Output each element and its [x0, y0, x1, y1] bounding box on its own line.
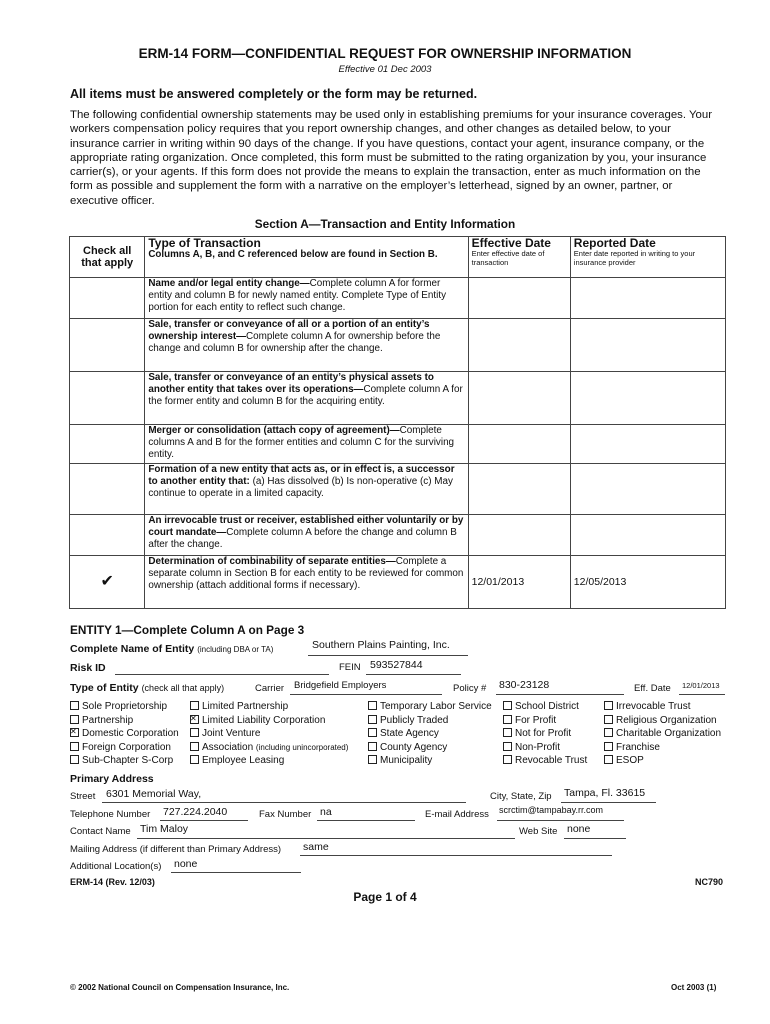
- entity-type-label: State Agency: [380, 728, 439, 740]
- carrier-field[interactable]: Bridgefield Employers: [294, 680, 387, 691]
- street-label: Street: [70, 791, 96, 802]
- checkbox-icon[interactable]: [368, 742, 377, 751]
- checkbox-icon[interactable]: [70, 715, 79, 724]
- policy-label: Policy #: [453, 683, 487, 694]
- entity-type-option[interactable]: [368, 741, 492, 755]
- checkbox-icon[interactable]: [368, 701, 377, 710]
- email-field[interactable]: scrctim@tampabay.rr.com: [499, 805, 603, 815]
- checkbox-icon[interactable]: [604, 715, 613, 724]
- row-title: Sale, transfer or conveyance of an entity’s physical assets to another entity that takes over its operations—: [148, 372, 434, 395]
- city-state-zip-label: City, State, Zip: [490, 791, 552, 802]
- entity-type-option[interactable]: [368, 727, 492, 741]
- type-of-entity-label-text: Type of Entity: [70, 682, 139, 694]
- entity-name-field[interactable]: Southern Plains Painting, Inc.: [312, 639, 450, 651]
- contact-name-label: Contact Name: [70, 826, 131, 837]
- entity-type-option[interactable]: [190, 714, 348, 728]
- entity-type-option[interactable]: [503, 714, 587, 728]
- row-title: Name and/or legal entity change—: [148, 278, 310, 289]
- contact-name-line: [137, 838, 515, 839]
- entity-type-label: School District: [515, 701, 579, 712]
- fein-line: [366, 674, 461, 675]
- row-text: Complete a separate column in Section B for each entity to be reviewed for common ownership (attach additional forms if necessary).: [148, 556, 464, 591]
- mailing-address-label: Mailing Address (if different than Primary Address): [70, 844, 282, 855]
- entity-types-col-5: [604, 700, 721, 768]
- row-checkbox[interactable]: [70, 515, 145, 556]
- street-field[interactable]: 6301 Memorial Way,: [106, 788, 202, 800]
- entity-type-option[interactable]: [70, 754, 179, 768]
- checkbox-icon[interactable]: [70, 755, 79, 764]
- section-a-heading: Section A—Transaction and Entity Information: [254, 217, 516, 231]
- row-description: [145, 464, 468, 515]
- row-description: [145, 372, 468, 425]
- entity-type-option[interactable]: [503, 727, 587, 741]
- checkbox-icon[interactable]: [503, 755, 512, 764]
- checkbox-icon[interactable]: [604, 728, 613, 737]
- check-all-header: Check all that apply: [70, 237, 145, 278]
- entity-type-label: For Profit: [515, 714, 557, 726]
- entity-types-col-4: [503, 700, 587, 768]
- row-effective-date[interactable]: [468, 372, 570, 425]
- city-state-zip-line: [561, 802, 656, 803]
- entity-name-note: (including DBA or TA): [197, 645, 274, 654]
- table-row: [70, 372, 726, 425]
- entity-type-label: Revocable Trust: [515, 755, 588, 767]
- website-field[interactable]: none: [567, 823, 591, 835]
- eff-date-label: Eff. Date: [634, 683, 671, 694]
- checkbox-icon[interactable]: [503, 715, 512, 724]
- carrier-line: [290, 694, 442, 695]
- carrier-label: Carrier: [255, 683, 285, 694]
- row-checkbox[interactable]: [70, 372, 145, 425]
- entity-type-label: Joint Venture: [202, 728, 261, 740]
- row-reported-date[interactable]: 12/05/2013: [570, 556, 725, 609]
- additional-locations-field[interactable]: none: [174, 858, 198, 870]
- additional-locations-line: [171, 872, 301, 873]
- row-title: An irrevocable trust or receiver, established either voluntarily or by court mandate—: [148, 515, 464, 538]
- table-row: [70, 319, 726, 372]
- type-header: Type of Transaction: [148, 236, 261, 250]
- fein-field[interactable]: 593527844: [370, 659, 423, 671]
- entity-type-label: Limited Liability Corporation: [202, 714, 326, 726]
- checkbox-icon[interactable]: [368, 755, 377, 764]
- checkbox-icon[interactable]: [70, 701, 79, 710]
- form-revision: ERM-14 (Rev. 12/03): [70, 877, 155, 887]
- effective-date-subheader: Enter effective date of transaction: [471, 249, 545, 267]
- mailing-address-line: [300, 855, 612, 856]
- table-row: [70, 556, 726, 609]
- checkbox-icon[interactable]: [70, 728, 79, 737]
- entity-type-option[interactable]: [503, 700, 587, 714]
- entity-type-label: Irrevocable Trust: [616, 701, 691, 712]
- entity-name-label-text: Complete Name of Entity: [70, 643, 195, 655]
- entity-type-label: Foreign Corporation: [82, 741, 171, 753]
- entity-type-option[interactable]: [190, 741, 348, 755]
- checkbox-icon[interactable]: [503, 701, 512, 710]
- row-reported-date[interactable]: [570, 278, 725, 319]
- row-text: (a) Has dissolved (b) Is non-operative (c) May continue to operate in a limited capacity.: [148, 476, 453, 499]
- copyright: © 2002 National Council on Compensation Insurance, Inc.: [70, 983, 290, 992]
- row-effective-date[interactable]: [468, 425, 570, 464]
- entity-type-option[interactable]: [604, 727, 721, 741]
- checkbox-icon[interactable]: [503, 728, 512, 737]
- checkbox-icon[interactable]: [604, 701, 613, 710]
- entity-type-label: Temporary Labor Service: [380, 701, 492, 712]
- table-row: [70, 464, 726, 515]
- row-description: [145, 278, 468, 319]
- row-effective-date[interactable]: [468, 278, 570, 319]
- row-checkbox[interactable]: [70, 319, 145, 372]
- row-reported-date[interactable]: [570, 319, 725, 372]
- row-text: Complete column A for the former entity and column B for the acquiring entity.: [148, 384, 463, 407]
- entity-type-option[interactable]: [368, 714, 492, 728]
- entity-type-label: County Agency: [380, 741, 448, 753]
- table-row: [70, 425, 726, 464]
- risk-id-label: Risk ID: [70, 662, 106, 674]
- entity-type-label: Franchise: [616, 741, 660, 753]
- row-description: [145, 515, 468, 556]
- entity-type-option[interactable]: [70, 727, 179, 741]
- email-label: E-mail Address: [425, 809, 489, 820]
- entity-type-label: Association: [202, 741, 254, 753]
- telephone-label: Telephone Number: [70, 809, 151, 820]
- fein-label: FEIN: [339, 662, 361, 673]
- row-checkbox[interactable]: [70, 278, 145, 319]
- row-title: Merger or consolidation (attach copy of agreement)—: [148, 425, 400, 436]
- row-checkbox[interactable]: [70, 464, 145, 515]
- entity-type-option[interactable]: [503, 741, 587, 755]
- entity-type-label: Sole Proprietorship: [82, 701, 168, 712]
- type-of-entity-note: (check all that apply): [141, 683, 225, 693]
- website-line: [564, 838, 626, 839]
- entity-type-option[interactable]: [604, 754, 721, 768]
- row-reported-date[interactable]: [570, 464, 725, 515]
- checkbox-icon[interactable]: [604, 742, 613, 751]
- row-title: Formation of a new entity that acts as, or in effect is, a successor to another entity that:: [148, 464, 455, 487]
- eff-date-field[interactable]: 12/01/2013: [682, 681, 720, 690]
- row-reported-date[interactable]: [570, 515, 725, 556]
- row-effective-date[interactable]: [468, 319, 570, 372]
- entity-type-note: (including unincorporated): [255, 742, 349, 752]
- row-checkbox[interactable]: ✔: [70, 556, 145, 609]
- entity-name-label: [70, 643, 273, 655]
- entity-type-option[interactable]: [503, 754, 587, 768]
- checkbox-icon[interactable]: [190, 728, 199, 737]
- reported-date-subheader: Enter date reported in writing to your insurance provider: [573, 249, 696, 267]
- entity-type-option[interactable]: [190, 754, 348, 768]
- checkbox-icon[interactable]: [190, 755, 199, 764]
- entity-type-label: Partnership: [82, 714, 134, 726]
- entity-type-option[interactable]: [604, 741, 721, 755]
- fax-field[interactable]: na: [320, 806, 332, 818]
- entity-type-option[interactable]: [604, 700, 721, 714]
- entity-type-option[interactable]: [70, 741, 179, 755]
- row-text: Complete column A for ownership before the change and column B for ownership after the change.: [148, 331, 441, 354]
- row-description: [145, 425, 468, 464]
- type-header-cell: [145, 237, 468, 278]
- checkbox-icon[interactable]: [368, 715, 377, 724]
- transaction-table: [69, 236, 726, 609]
- row-effective-date[interactable]: [468, 515, 570, 556]
- row-description: [145, 556, 468, 609]
- row-reported-date[interactable]: [570, 425, 725, 464]
- city-state-zip-field[interactable]: Tampa, Fl. 33615: [564, 787, 646, 799]
- entity-type-label: Domestic Corporation: [82, 728, 179, 740]
- checkbox-icon[interactable]: [190, 701, 199, 710]
- row-text: Complete column A for former entity and column B for newly named entity. Complete Type of Entity portion for each entity to reflect such change.: [148, 278, 447, 313]
- fax-label: Fax Number: [259, 809, 312, 820]
- row-title: Determination of combinability of separate entities—: [148, 556, 396, 567]
- entity-type-label: Non-Profit: [515, 741, 561, 753]
- page-number: Page 1 of 4: [353, 890, 417, 904]
- intro-paragraph: The following confidential ownership statements may be used only in establishing premiums for your insurance coverages. Your workers compensation policy requires that you report ownership changes, and other changes as detailed below, to your insurance carrier in writing within 90 days of the change. If you have questions, contact your agent, insurance company, or the appropriate rating organization. Once completed, this form must be submitted to the rating organization by you, your insurance carrier(s), or your agents. If this form does not provide the means to explain the transaction, enter as much information on the form as possible and supplement the form with a narrative on the employer’s letterhead, signed by an owner, partner, or executive officer.: [70, 109, 713, 207]
- entity-heading: ENTITY 1—Complete Column A on Page 3: [70, 623, 305, 637]
- entity-type-label: Employee Leasing: [202, 755, 285, 767]
- fax-line: [317, 820, 415, 821]
- entity-type-option[interactable]: [368, 754, 492, 768]
- checkbox-icon[interactable]: [190, 715, 199, 724]
- effective-date-header: Effective Date: [471, 236, 551, 250]
- row-text: Complete columns A and B for the former entities and column C for the surviving entity.: [148, 425, 455, 460]
- row-text: Complete column A before the change and column B after the change.: [148, 527, 457, 550]
- checkbox-icon[interactable]: [190, 742, 199, 751]
- email-line: [497, 820, 624, 821]
- entity-type-label: Municipality: [380, 755, 433, 767]
- entity-type-option[interactable]: [70, 700, 179, 714]
- checkbox-icon[interactable]: [368, 728, 377, 737]
- mailing-address-field[interactable]: same: [303, 841, 329, 853]
- website-label: Web Site: [519, 826, 558, 837]
- row-description: [145, 319, 468, 372]
- risk-id-field[interactable]: [115, 674, 329, 675]
- entity-type-option[interactable]: [368, 700, 492, 714]
- contact-name-field[interactable]: Tim Maloy: [140, 823, 189, 835]
- entity-type-option[interactable]: [190, 700, 348, 714]
- telephone-field[interactable]: 727.224.2040: [163, 806, 228, 818]
- row-title: Sale, transfer or conveyance of all or a portion of an entity’s ownership interest—: [148, 319, 430, 342]
- eff-date-line: [679, 694, 725, 695]
- entity-type-label: Charitable Organization: [616, 728, 722, 740]
- type-subheader: Columns A, B, and C referenced below are found in Section B.: [148, 249, 438, 260]
- entity-types-col-1: [70, 700, 179, 768]
- table-row: [70, 515, 726, 556]
- entity-type-label: Publicly Traded: [380, 714, 449, 726]
- street-line: [102, 802, 466, 803]
- state-code: NC790: [695, 877, 724, 887]
- type-of-entity-label: [70, 682, 224, 694]
- entity-type-label: Not for Profit: [515, 728, 572, 740]
- eff-header-cell: [468, 237, 570, 278]
- entity-type-label: Limited Partnership: [202, 701, 289, 712]
- row-effective-date[interactable]: [468, 464, 570, 515]
- transaction-header-row: [70, 237, 726, 278]
- entity-type-option[interactable]: [70, 714, 179, 728]
- policy-line: [496, 694, 624, 695]
- table-row: [70, 278, 726, 319]
- policy-field[interactable]: 830-23128: [499, 679, 550, 691]
- checkbox-icon[interactable]: [70, 742, 79, 751]
- reported-date-header: Reported Date: [573, 236, 656, 250]
- primary-address-heading: Primary Address: [70, 773, 154, 785]
- checkbox-icon[interactable]: [503, 742, 512, 751]
- additional-locations-label: Additional Location(s): [70, 861, 162, 872]
- entity-type-label: Religious Organization: [616, 714, 717, 726]
- entity-type-label: Sub-Chapter S-Corp: [82, 755, 174, 767]
- revision-date: Oct 2003 (1): [671, 983, 717, 992]
- entity-types-col-3: [368, 700, 492, 768]
- telephone-line: [160, 820, 248, 821]
- row-reported-date[interactable]: [570, 372, 725, 425]
- instruction-heading: All items must be answered completely or the form may be returned.: [70, 87, 478, 101]
- entity-type-option[interactable]: [190, 727, 348, 741]
- rep-header-cell: [570, 237, 725, 278]
- effective-date-note: Effective 01 Dec 2003: [338, 64, 432, 75]
- row-checkbox[interactable]: [70, 425, 145, 464]
- row-effective-date[interactable]: 12/01/2013: [468, 556, 570, 609]
- entity-type-option[interactable]: [604, 714, 721, 728]
- checkbox-icon[interactable]: [604, 755, 613, 764]
- entity-type-label: ESOP: [616, 755, 644, 767]
- entity-name-line: [308, 655, 468, 656]
- entity-types-col-2: [190, 700, 348, 768]
- form-title: ERM-14 FORM—CONFIDENTIAL REQUEST FOR OWNERSHIP INFORMATION: [138, 46, 632, 61]
